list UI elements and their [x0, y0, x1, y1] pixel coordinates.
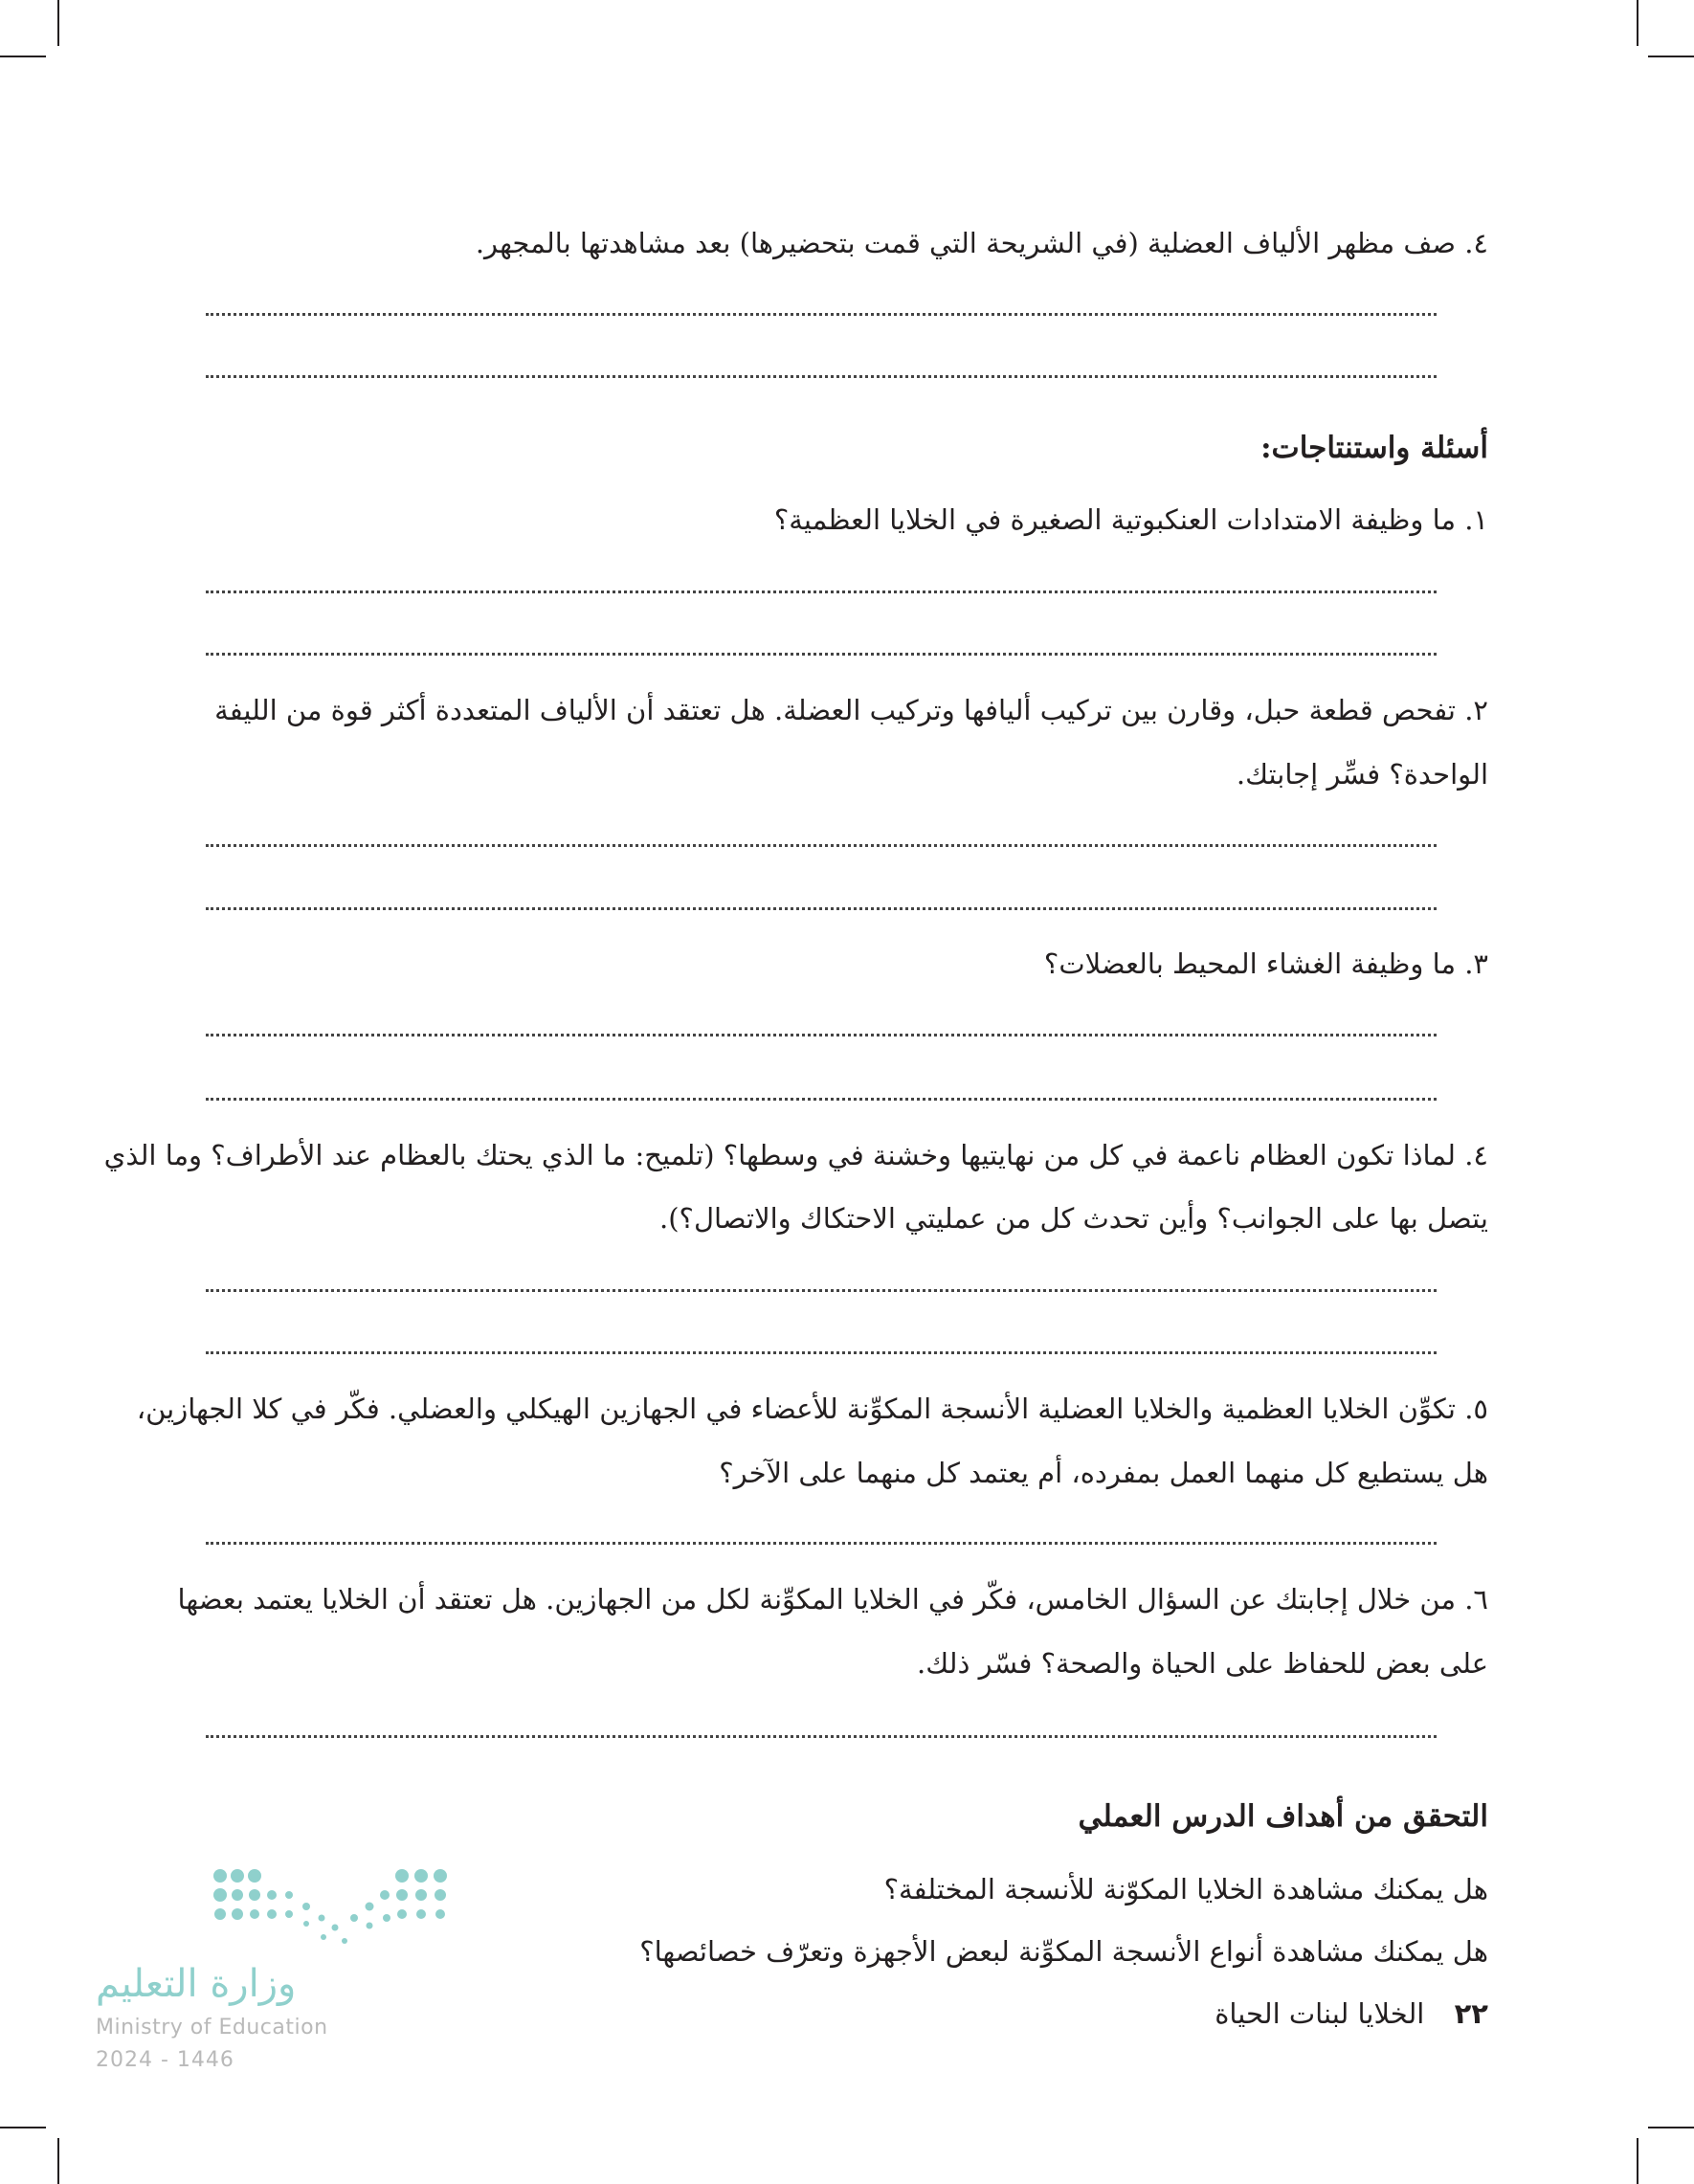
objective-item-2: هل يمكنك مشاهدة أنواع الأنسجة المكوِّنة لبعض الأجهزة وتعرّف خصائصها؟ [639, 1935, 1488, 1968]
question-6-line-1: ٦. من خلال إجابتك عن السؤال الخامس، فكّر في الخلايا المكوِّنة لكل من الجهازين. هل تعتقد أن الخلايا يعتمد بعضها [177, 1583, 1488, 1616]
question-5-line-2: هل يستطيع كل منهما العمل بمفرده، أم يعتمد كل منهما على الآخر؟ [719, 1457, 1488, 1489]
crop-mark-bottom-left-h [0, 2127, 46, 2128]
answer-line[interactable] [206, 313, 1437, 316]
ministry-name-arabic: وزارة التعليم [96, 1962, 297, 2006]
crop-mark-bottom-right [1637, 2138, 1638, 2184]
book-title: الخلايا لبنات الحياة [1215, 1997, 1425, 2030]
crop-mark-top-left-h [0, 56, 46, 57]
crop-mark-top-right-h [1648, 56, 1694, 57]
answer-line[interactable] [206, 653, 1437, 656]
answer-line[interactable] [206, 591, 1437, 593]
answer-line[interactable] [206, 1542, 1437, 1545]
procedure-question-4: ٤. صف مظهر الألياف العضلية (في الشريحة التي قمت بتحضيرها) بعد مشاهدتها بالمجهر. [475, 227, 1488, 259]
answer-line[interactable] [206, 1735, 1437, 1738]
crop-mark-bottom-left [57, 2138, 59, 2184]
page-number: ٢٢ [1454, 1997, 1488, 2030]
objective-item-1: هل يمكنك مشاهدة الخلايا المكوّنة للأنسجة المختلفة؟ [883, 1873, 1488, 1905]
answer-line[interactable] [206, 1034, 1437, 1036]
answer-line[interactable] [206, 907, 1437, 910]
question-3: ٣. ما وظيفة الغشاء المحيط بالعضلات؟ [1043, 947, 1488, 980]
question-2-line-2: الواحدة؟ فسِّر إجابتك. [1236, 758, 1488, 791]
crop-mark-top-right [1637, 0, 1638, 46]
crop-mark-top-left [57, 0, 59, 46]
answer-line[interactable] [206, 375, 1437, 378]
question-4-line-1: ٤. لماذا تكون العظام ناعمة في كل من نهايتيها وخشنة في وسطها؟ (تلميح: ما الذي يحتك بالعظام عند الأطراف؟ وما الذي [103, 1139, 1488, 1171]
answer-line[interactable] [206, 1098, 1437, 1101]
question-5-line-1: ٥. تكوِّن الخلايا العظمية والخلايا العضلية الأنسجة المكوِّنة للأعضاء في الجهازين الهيكلي والعضلي. فكّر في كلا الجهازين، [136, 1393, 1488, 1425]
crop-mark-bottom-right-h [1648, 2127, 1694, 2128]
answer-line[interactable] [206, 1351, 1437, 1354]
ministry-logo-dots-icon [211, 1864, 450, 1950]
ministry-name-english: Ministry of Education [96, 2016, 328, 2039]
question-1: ١. ما وظيفة الامتدادات العنكبوتية الصغيرة في الخلايا العظمية؟ [773, 503, 1488, 536]
edition-year: 2024 - 1446 [96, 2048, 234, 2072]
question-4-line-2: يتصل بها على الجوانب؟ وأين تحدث كل من عمليتي الاحتكاك والاتصال؟). [659, 1202, 1488, 1235]
answer-line[interactable] [206, 844, 1437, 847]
question-2-line-1: ٢. تفحص قطعة حبل، وقارن بين تركيب أليافها وتركيب العضلة. هل تعتقد أن الألياف المتعددة أكثر قوة من الليفة [214, 694, 1488, 726]
answer-line[interactable] [206, 1289, 1437, 1292]
ministry-logo [96, 1864, 459, 2104]
objectives-heading: التحقق من أهداف الدرس العملي [1078, 1799, 1488, 1834]
question-6-line-2: على بعض للحفاظ على الحياة والصحة؟ فسّر ذلك. [917, 1647, 1488, 1680]
questions-heading: أسئلة واستنتاجات: [1260, 431, 1488, 465]
